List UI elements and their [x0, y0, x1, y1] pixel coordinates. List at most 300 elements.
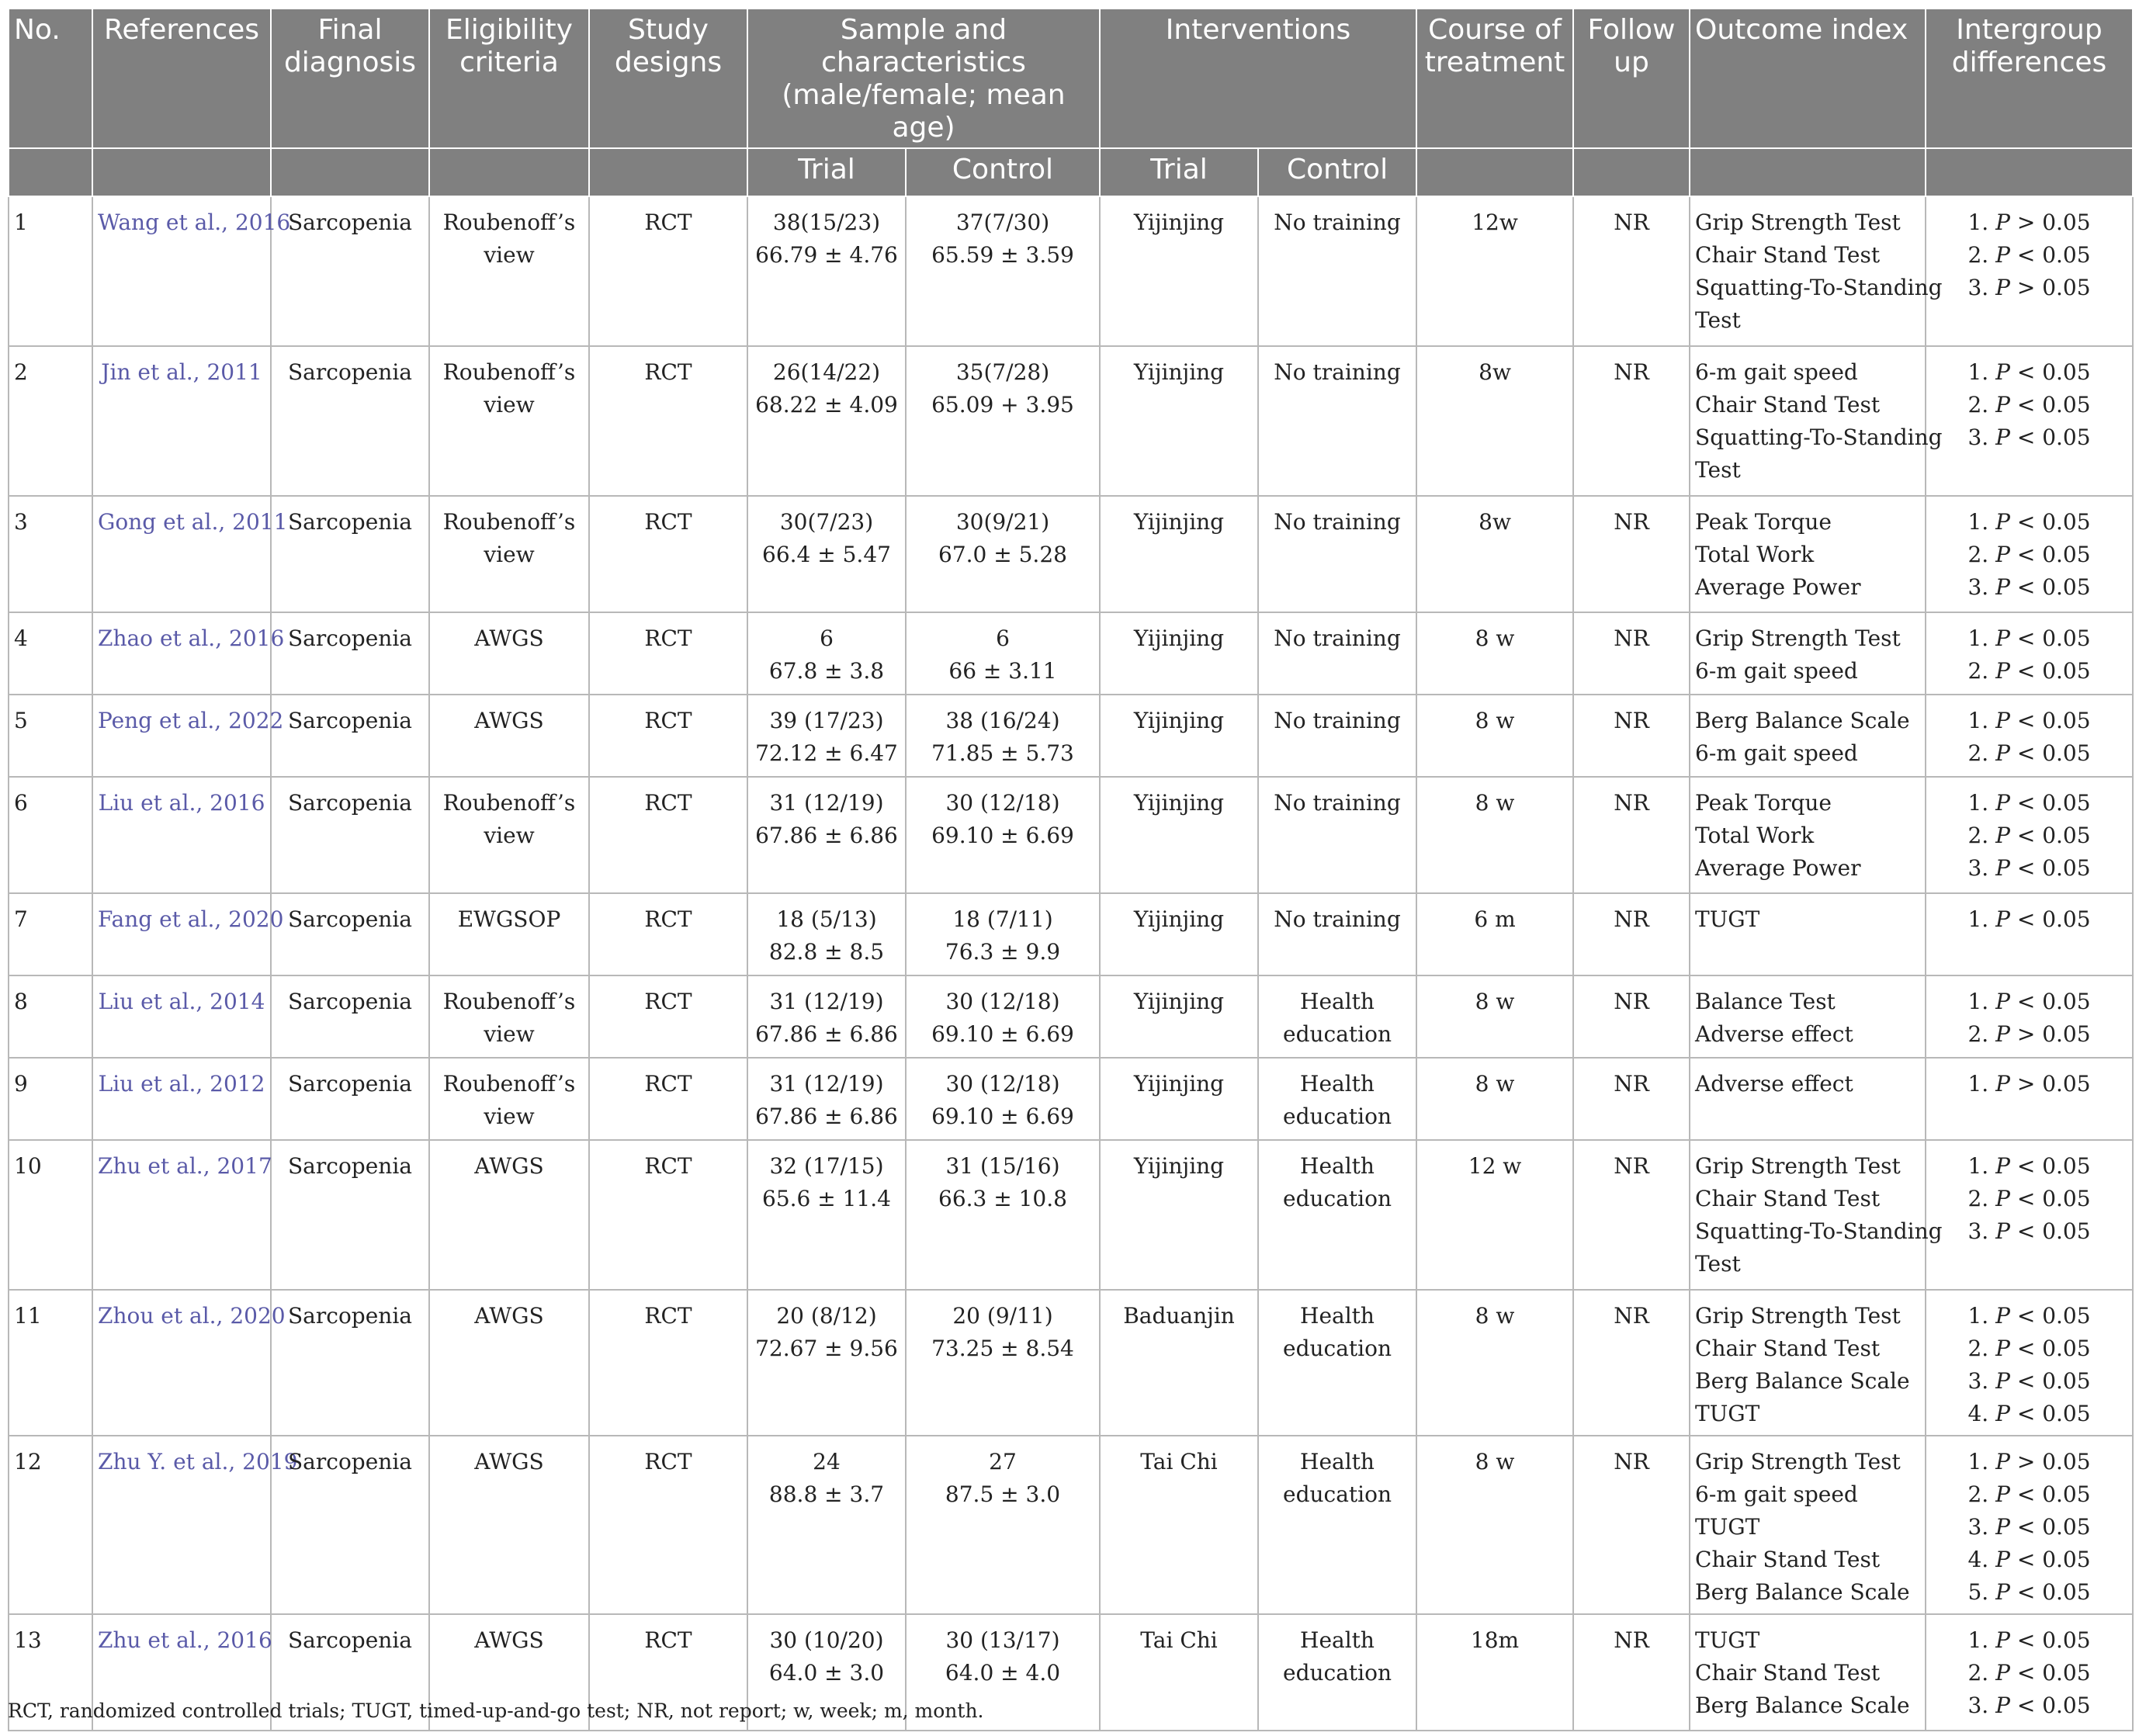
outcome-index-line: Berg Balance Scale: [1695, 1368, 1910, 1394]
outcome-index-line: Grip Strength Test: [1695, 1153, 1901, 1179]
difference-line: [1931, 852, 2127, 885]
final-diagnosis: [271, 975, 429, 1058]
outcome-index: [1690, 346, 1943, 496]
p-symbol: P: [1995, 275, 2010, 300]
final-diagnosis: [271, 346, 429, 496]
p-symbol: P: [1995, 989, 2010, 1014]
intervention-control: [1258, 612, 1416, 695]
intervention-trial: [1100, 1614, 1258, 1731]
outcome-index-line: Grip Strength Test: [1695, 1303, 1901, 1329]
subheader-empty: [92, 148, 271, 196]
eligibility-criteria-line: view: [484, 542, 535, 567]
course-of-treatment-line: 12w: [1472, 210, 1518, 235]
reference-link[interactable]: [92, 1290, 286, 1436]
sample-control-line: 71.85 ± 5.73: [931, 740, 1074, 766]
outcome-index-line: Chair Stand Test: [1695, 1336, 1881, 1361]
eligibility-criteria-line: AWGS: [474, 1627, 544, 1653]
follow-up-line: NR: [1614, 1627, 1649, 1653]
intervention-trial: [1100, 695, 1258, 777]
p-symbol: P: [1995, 1303, 2010, 1329]
p-value: < 0.05: [2016, 574, 2091, 600]
eligibility-criteria-line: view: [484, 242, 535, 268]
sample-control-line: 6: [996, 625, 1010, 651]
sample-control-line: 69.10 ± 6.69: [931, 1021, 1074, 1047]
difference-line: [1931, 1215, 2127, 1248]
difference-index: 1.: [1967, 1627, 1989, 1653]
difference-index: 1.: [1967, 210, 1989, 235]
final-diagnosis: [271, 1436, 429, 1614]
difference-index: 4.: [1967, 1547, 1989, 1572]
outcome-index-line: Chair Stand Test: [1695, 1186, 1881, 1211]
difference-line: [1931, 1576, 2127, 1609]
intervention-trial: [1100, 893, 1258, 975]
sample-trial: [747, 695, 906, 777]
difference-line: [1931, 819, 2127, 852]
outcome-index-line: Grip Strength Test: [1695, 625, 1901, 651]
p-value: < 0.05: [2016, 242, 2091, 268]
sample-trial-line: 6: [820, 625, 834, 651]
intervention-control-line: education: [1283, 1021, 1392, 1047]
difference-index: 3.: [1967, 1514, 1989, 1540]
difference-line: [1931, 1183, 2127, 1215]
difference-index: 1.: [1967, 509, 1989, 535]
reference-link[interactable]: [92, 1058, 271, 1140]
p-symbol: P: [1995, 1547, 2010, 1572]
intervention-control: [1258, 1614, 1416, 1731]
outcome-index: [1690, 1140, 1943, 1290]
sample-trial-line: 24: [813, 1449, 841, 1474]
row-number: [9, 346, 92, 496]
outcome-index-line: 6-m gait speed: [1695, 740, 1858, 766]
header-no: No.: [9, 9, 92, 148]
sample-control: [906, 1436, 1100, 1614]
intervention-trial: [1100, 1290, 1258, 1436]
p-value: < 0.05: [2016, 1481, 2091, 1507]
reference-link-line: Zhu et al., 2016: [98, 1627, 272, 1653]
study-design-line: RCT: [644, 509, 692, 535]
sample-trial-line: 67.86 ± 6.86: [755, 823, 898, 848]
difference-line: [1931, 1657, 2127, 1689]
eligibility-criteria-line: AWGS: [474, 625, 544, 651]
course-of-treatment: [1416, 893, 1573, 975]
p-value: < 0.05: [2016, 823, 2091, 848]
study-design-line: RCT: [644, 210, 692, 235]
sample-control: [906, 1290, 1100, 1436]
intervention-control-line: No training: [1274, 708, 1401, 733]
difference-index: 2.: [1967, 1336, 1989, 1361]
reference-link-line: Zhu et al., 2017: [98, 1153, 272, 1179]
sample-trial-line: 64.0 ± 3.0: [768, 1660, 885, 1686]
row-number-line: 3: [14, 509, 28, 535]
final-diagnosis-line: Sarcopenia: [288, 210, 412, 235]
intervention-trial-line: Yijinjing: [1133, 989, 1225, 1014]
header-eligibility: Eligibility criteria: [429, 9, 589, 148]
table-row: [9, 777, 2133, 893]
study-design: [589, 1436, 747, 1614]
intervention-control-line: No training: [1274, 790, 1401, 816]
difference-line: [1931, 1398, 2127, 1430]
outcome-index-line: Test: [1695, 1251, 1741, 1277]
outcome-index: [1690, 777, 1926, 893]
row-number-line: 13: [14, 1627, 42, 1653]
course-of-treatment: [1416, 777, 1573, 893]
study-design: [589, 1140, 747, 1290]
final-diagnosis-line: Sarcopenia: [288, 1627, 412, 1653]
table-footnote: RCT, randomized controlled trials; TUGT, timed-up-and-go test; NR, not report; w, week; m, month.: [8, 1700, 984, 1722]
outcome-index-line: Berg Balance Scale: [1695, 1579, 1910, 1605]
sample-trial-line: 72.12 ± 6.47: [755, 740, 898, 766]
course-of-treatment-line: 8w: [1479, 359, 1511, 385]
intervention-trial: [1100, 196, 1258, 346]
follow-up: [1573, 196, 1690, 346]
studies-table: [8, 8, 2134, 1731]
eligibility-criteria-line: Roubenoff’s: [442, 1071, 576, 1097]
row-number: [9, 893, 92, 975]
subheader-empty: [429, 148, 589, 196]
intergroup-differences: [1926, 496, 2133, 612]
difference-index: 3.: [1967, 275, 1989, 300]
difference-index: 3.: [1967, 1218, 1989, 1244]
reference-link-line: Fang et al., 2020: [98, 906, 284, 932]
p-value: < 0.05: [2016, 708, 2091, 733]
course-of-treatment-line: 8 w: [1475, 1449, 1515, 1474]
intergroup-differences: [1926, 975, 2133, 1058]
intervention-control-line: No training: [1274, 625, 1401, 651]
final-diagnosis: [271, 1140, 429, 1290]
intervention-trial-line: Yijinjing: [1133, 359, 1225, 385]
study-design: [589, 1058, 747, 1140]
reference-link-line: Zhao et al., 2016: [98, 625, 285, 651]
difference-line: [1931, 903, 2127, 936]
table-row: [9, 346, 2133, 496]
reference-link[interactable]: [92, 196, 291, 346]
outcome-index-line: Average Power: [1695, 574, 1861, 600]
sample-trial-line: 26(14/22): [772, 359, 881, 385]
p-value: < 0.05: [2016, 392, 2091, 418]
p-symbol: P: [1995, 855, 2010, 881]
difference-line: [1931, 737, 2127, 770]
p-symbol: P: [1995, 658, 2010, 684]
outcome-index: [1690, 893, 1926, 975]
sample-control-line: 30 (12/18): [945, 790, 1060, 816]
sample-trial: [747, 496, 906, 612]
difference-index: 1.: [1967, 1303, 1989, 1329]
course-of-treatment: [1416, 975, 1573, 1058]
reference-link[interactable]: [92, 612, 285, 695]
row-number-line: 8: [14, 989, 28, 1014]
difference-line: [1931, 1332, 2127, 1365]
final-diagnosis-line: Sarcopenia: [288, 989, 412, 1014]
reference-link[interactable]: [92, 975, 271, 1058]
outcome-index-line: Total Work: [1695, 823, 1815, 848]
row-number: [9, 975, 92, 1058]
final-diagnosis-line: Sarcopenia: [288, 1303, 412, 1329]
study-design: [589, 893, 747, 975]
follow-up-line: NR: [1614, 359, 1649, 385]
p-value: < 0.05: [2016, 359, 2091, 385]
sample-control-line: 30 (13/17): [945, 1627, 1060, 1653]
intervention-control: [1258, 1290, 1416, 1436]
p-value: < 0.05: [2016, 424, 2091, 450]
course-of-treatment-line: 6 m: [1474, 906, 1516, 932]
intergroup-differences: [1926, 612, 2133, 695]
final-diagnosis-line: Sarcopenia: [288, 790, 412, 816]
follow-up: [1573, 777, 1690, 893]
final-diagnosis: [271, 777, 429, 893]
sample-control: [906, 975, 1100, 1058]
course-of-treatment-line: 18m: [1470, 1627, 1520, 1653]
sample-trial-line: 66.4 ± 5.47: [762, 542, 891, 567]
final-diagnosis: [271, 695, 429, 777]
p-symbol: P: [1995, 1021, 2010, 1047]
difference-line: [1931, 705, 2127, 737]
follow-up-line: NR: [1614, 1153, 1649, 1179]
sample-control-line: 30 (12/18): [945, 989, 1060, 1014]
intervention-trial-line: Yijinjing: [1133, 708, 1225, 733]
course-of-treatment-line: 8 w: [1475, 625, 1515, 651]
follow-up: [1573, 1058, 1690, 1140]
eligibility-criteria-line: AWGS: [474, 1449, 544, 1474]
outcome-index-line: Squatting-To-Standing: [1695, 424, 1943, 450]
subheader-empty: [589, 148, 747, 196]
table-row: [9, 975, 2133, 1058]
difference-line: [1931, 539, 2127, 571]
header-intergroup: Intergroup differences: [1926, 9, 2133, 148]
difference-index: 4.: [1967, 1401, 1989, 1426]
reference-link-line: Peng et al., 2022: [98, 708, 284, 733]
intervention-control-line: education: [1283, 1186, 1392, 1211]
p-symbol: P: [1995, 1153, 2010, 1179]
p-symbol: P: [1995, 1368, 2010, 1394]
p-symbol: P: [1995, 823, 2010, 848]
follow-up: [1573, 1290, 1690, 1436]
intergroup-differences: [1926, 346, 2133, 496]
sample-control-line: 69.10 ± 6.69: [931, 823, 1074, 848]
outcome-index-line: Total Work: [1695, 542, 1815, 567]
reference-link[interactable]: [92, 893, 284, 975]
sample-trial-line: 31 (12/19): [769, 989, 884, 1014]
reference-link-line: Wang et al., 2016: [98, 210, 291, 235]
row-number: [9, 196, 92, 346]
eligibility-criteria: [429, 496, 589, 612]
course-of-treatment: [1416, 1614, 1573, 1731]
p-symbol: P: [1995, 509, 2010, 535]
difference-line: [1931, 1365, 2127, 1398]
intervention-trial-line: Yijinjing: [1133, 509, 1225, 535]
course-of-treatment: [1416, 695, 1573, 777]
sample-control-line: 18 (7/11): [952, 906, 1053, 932]
p-value: < 0.05: [2016, 989, 2091, 1014]
sample-trial-line: 66.79 ± 4.76: [755, 242, 898, 268]
sample-control-line: 64.0 ± 4.0: [945, 1660, 1061, 1686]
follow-up: [1573, 346, 1690, 496]
intervention-trial-line: Yijinjing: [1133, 1071, 1225, 1097]
reference-link[interactable]: [92, 1140, 271, 1290]
follow-up: [1573, 612, 1690, 695]
header-study-designs: Study designs: [589, 9, 747, 148]
follow-up: [1573, 893, 1690, 975]
sample-trial: [747, 893, 906, 975]
row-number-line: 9: [14, 1071, 28, 1097]
reference-link-line: Liu et al., 2014: [98, 989, 265, 1014]
row-number: [9, 1436, 92, 1614]
p-value: > 0.05: [2016, 210, 2091, 235]
table-row: [9, 1436, 2133, 1614]
intervention-control-line: Health: [1300, 1449, 1375, 1474]
outcome-index-line: Average Power: [1695, 855, 1861, 881]
difference-line: [1931, 272, 2127, 304]
outcome-index: [1690, 612, 1926, 695]
sample-trial-line: 82.8 ± 8.5: [768, 939, 885, 965]
reference-link[interactable]: [92, 496, 288, 612]
sample-trial-line: 67.8 ± 3.8: [768, 658, 885, 684]
eligibility-criteria: [429, 1290, 589, 1436]
sample-control-line: 73.25 ± 8.54: [931, 1336, 1074, 1361]
p-symbol: P: [1995, 424, 2010, 450]
reference-link[interactable]: [92, 695, 284, 777]
difference-index: 2.: [1967, 658, 1989, 684]
intervention-control-line: education: [1283, 1660, 1392, 1686]
table-row: [9, 695, 2133, 777]
p-value: < 0.05: [2016, 790, 2091, 816]
difference-index: 2.: [1967, 823, 1989, 848]
study-design-line: RCT: [644, 1627, 692, 1653]
intervention-control-line: education: [1283, 1104, 1392, 1129]
intergroup-differences: [1926, 893, 2133, 975]
sample-control-line: 20 (9/11): [952, 1303, 1053, 1329]
intervention-control-line: No training: [1274, 509, 1401, 535]
final-diagnosis: [271, 196, 429, 346]
intervention-control: [1258, 777, 1416, 893]
difference-index: 1.: [1967, 1153, 1989, 1179]
outcome-index-line: Chair Stand Test: [1695, 1660, 1881, 1686]
p-value: > 0.05: [2016, 1449, 2091, 1474]
study-design: [589, 777, 747, 893]
final-diagnosis-line: Sarcopenia: [288, 1071, 412, 1097]
intergroup-differences: [1926, 196, 2133, 346]
follow-up-line: NR: [1614, 708, 1649, 733]
outcome-index: [1690, 196, 1943, 346]
sample-control: [906, 893, 1100, 975]
outcome-index: [1690, 1436, 1926, 1614]
sample-trial: [747, 196, 906, 346]
p-value: < 0.05: [2016, 1693, 2091, 1718]
sample-control-line: 30 (12/18): [945, 1071, 1060, 1097]
intervention-control-line: education: [1283, 1336, 1392, 1361]
reference-link-line: Gong et al., 2011: [98, 509, 288, 535]
p-symbol: P: [1995, 359, 2010, 385]
study-design-line: RCT: [644, 790, 692, 816]
subheader-empty: [1573, 148, 1690, 196]
p-value: < 0.05: [2016, 1514, 2091, 1540]
subheader-empty: [1690, 148, 1926, 196]
study-design-line: RCT: [644, 1449, 692, 1474]
table-row: [9, 1140, 2133, 1290]
difference-line: [1931, 787, 2127, 819]
course-of-treatment-line: 8 w: [1475, 708, 1515, 733]
p-value: < 0.05: [2016, 1303, 2091, 1329]
difference-line: [1931, 1300, 2127, 1332]
sample-trial-line: 67.86 ± 6.86: [755, 1021, 898, 1047]
outcome-index-line: Berg Balance Scale: [1695, 1693, 1910, 1718]
eligibility-criteria: [429, 893, 589, 975]
follow-up: [1573, 1140, 1690, 1290]
intervention-trial: [1100, 1140, 1258, 1290]
table-row: [9, 893, 2133, 975]
row-number: [9, 612, 92, 695]
difference-line: [1931, 1018, 2127, 1051]
follow-up-line: NR: [1614, 1303, 1649, 1329]
difference-index: 3.: [1967, 424, 1989, 450]
p-symbol: P: [1995, 1579, 2010, 1605]
row-number: [9, 777, 92, 893]
difference-index: 2.: [1967, 740, 1989, 766]
eligibility-criteria-line: Roubenoff’s: [442, 509, 576, 535]
eligibility-criteria: [429, 777, 589, 893]
table-row: [9, 612, 2133, 695]
intervention-control-line: education: [1283, 1481, 1392, 1507]
final-diagnosis-line: Sarcopenia: [288, 359, 412, 385]
row-number: [9, 1058, 92, 1140]
sample-control-line: 69.10 ± 6.69: [931, 1104, 1074, 1129]
study-design-line: RCT: [644, 359, 692, 385]
p-symbol: P: [1995, 1071, 2010, 1097]
p-symbol: P: [1995, 1481, 2010, 1507]
sample-control-line: 67.0 ± 5.28: [938, 542, 1067, 567]
difference-index: 2.: [1967, 1481, 1989, 1507]
difference-line: [1931, 206, 2127, 239]
p-value: > 0.05: [2016, 1071, 2091, 1097]
sample-trial-line: 38(15/23): [772, 210, 881, 235]
difference-line: [1931, 356, 2127, 389]
eligibility-criteria: [429, 346, 589, 496]
final-diagnosis: [271, 893, 429, 975]
intervention-trial: [1100, 975, 1258, 1058]
intervention-control-line: Health: [1300, 1153, 1375, 1179]
eligibility-criteria-line: AWGS: [474, 708, 544, 733]
follow-up-line: NR: [1614, 906, 1649, 932]
p-symbol: P: [1995, 1401, 2010, 1426]
sample-trial-line: 88.8 ± 3.7: [768, 1481, 885, 1507]
outcome-index-line: 6-m gait speed: [1695, 359, 1858, 385]
sample-trial: [747, 1058, 906, 1140]
reference-link[interactable]: [92, 1436, 298, 1614]
eligibility-criteria: [429, 975, 589, 1058]
reference-link-line: Liu et al., 2012: [98, 1071, 265, 1097]
intervention-control-line: No training: [1274, 906, 1401, 932]
intervention-trial: [1100, 777, 1258, 893]
sample-control-line: 66.3 ± 10.8: [938, 1186, 1067, 1211]
outcome-index-line: Test: [1695, 307, 1741, 333]
p-symbol: P: [1995, 740, 2010, 766]
study-design: [589, 612, 747, 695]
p-value: < 0.05: [2016, 740, 2091, 766]
intervention-control: [1258, 496, 1416, 612]
p-value: < 0.05: [2016, 1186, 2091, 1211]
reference-link[interactable]: [92, 346, 271, 496]
eligibility-criteria: [429, 196, 589, 346]
course-of-treatment-line: 8 w: [1475, 790, 1515, 816]
reference-link[interactable]: [92, 777, 271, 893]
difference-line: [1931, 1689, 2127, 1722]
header-references: References: [92, 9, 271, 148]
sample-trial-line: 30(7/23): [779, 509, 874, 535]
row-number-line: 12: [14, 1449, 42, 1474]
intergroup-differences: [1926, 1140, 2133, 1290]
p-value: < 0.05: [2016, 1579, 2091, 1605]
difference-line: [1931, 506, 2127, 539]
eligibility-criteria-line: Roubenoff’s: [442, 989, 576, 1014]
